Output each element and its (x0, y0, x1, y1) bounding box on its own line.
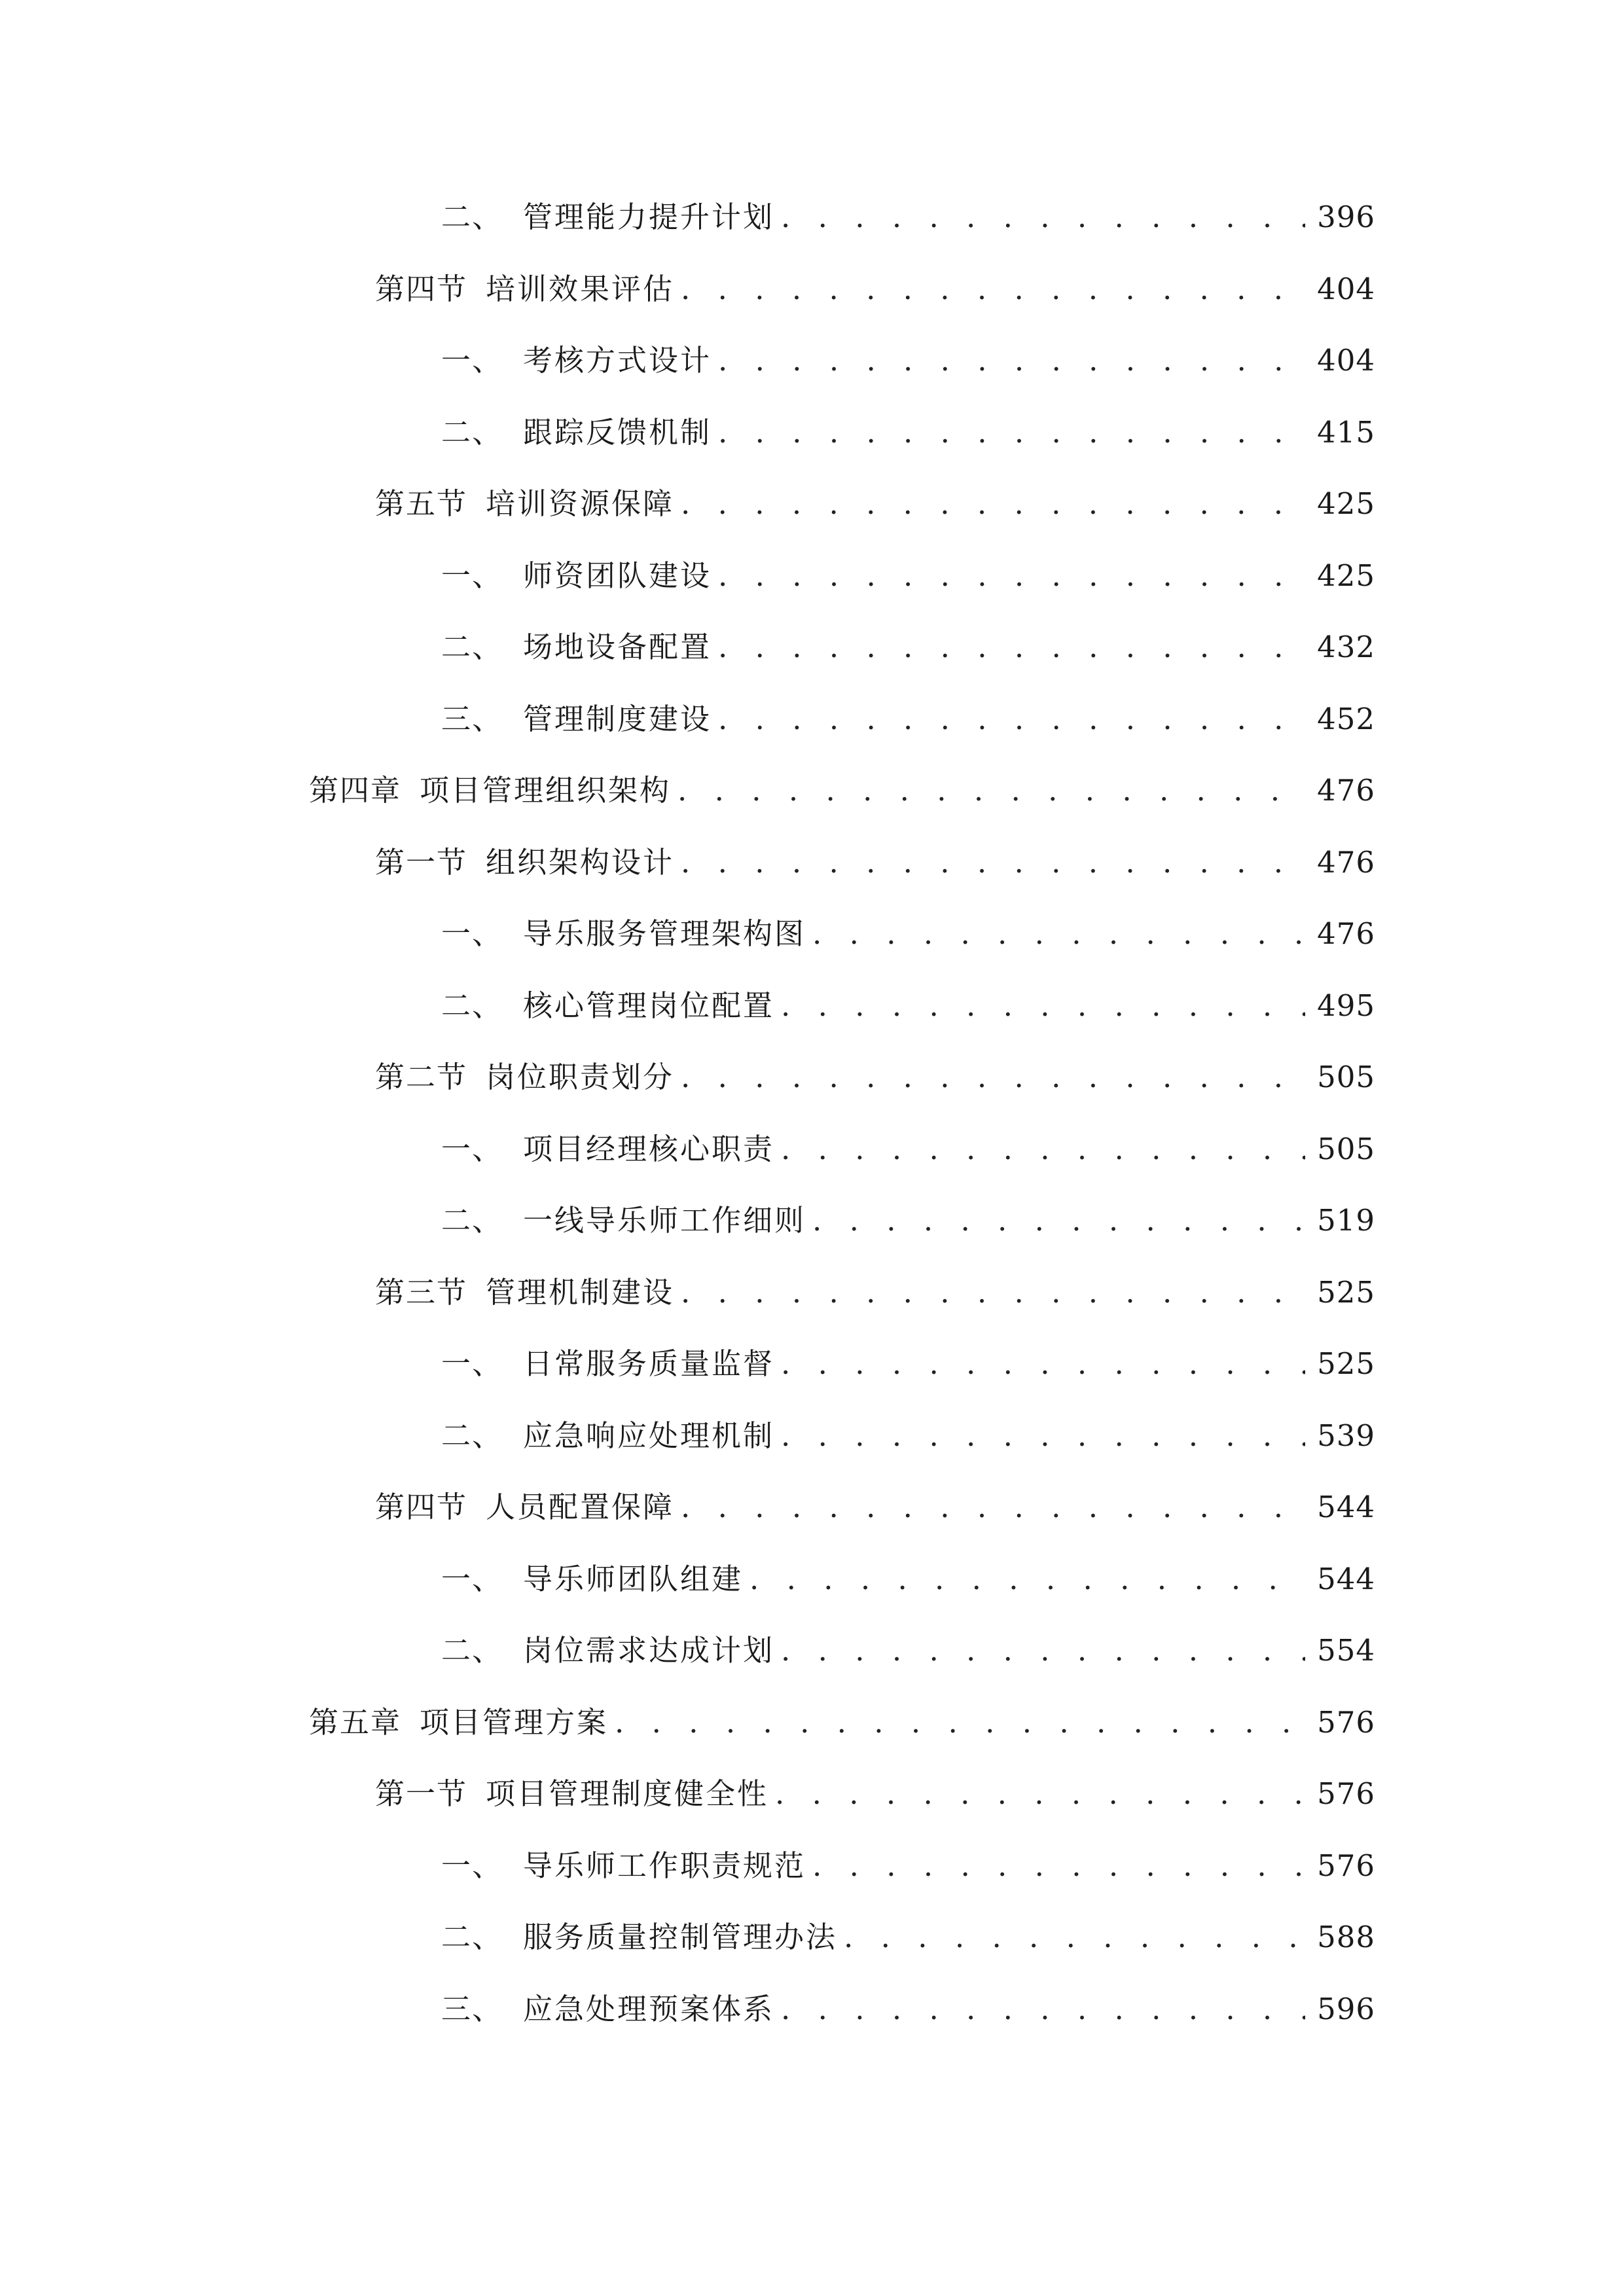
entry-page-number: 415 (1317, 415, 1375, 450)
toc-entry[interactable] (441, 410, 1375, 456)
entry-page-number: 544 (1317, 1562, 1375, 1596)
entry-title: 培训资源保障 (486, 486, 675, 521)
dot-leader (718, 410, 1305, 456)
toc-entry[interactable] (441, 1341, 1375, 1387)
entry-title: 项目管理制度健全性 (486, 1776, 769, 1811)
entry-number: 二、 (441, 1920, 503, 1954)
entry-number: 第四节 (375, 272, 468, 306)
entry-page-number: 425 (1317, 486, 1375, 521)
toc-entry[interactable] (441, 1556, 1375, 1602)
entry-title: 管理机制建设 (486, 1275, 675, 1310)
entry-page-number: 576 (1317, 1848, 1375, 1883)
entry-number: 第一节 (375, 1776, 468, 1811)
entry-page-number: 476 (1317, 773, 1375, 808)
entry-page-number: 495 (1317, 988, 1375, 1023)
toc-entry[interactable] (309, 768, 1375, 814)
toc-entry[interactable] (441, 911, 1375, 957)
entry-number: 第二节 (375, 1060, 468, 1094)
entry-number: 一、 (441, 1346, 503, 1381)
entry-title: 服务质量控制管理办法 (523, 1920, 838, 1954)
toc-entry[interactable] (441, 1198, 1375, 1244)
dot-leader (681, 1054, 1305, 1100)
dot-leader (781, 1986, 1305, 2032)
entry-number: 一、 (441, 343, 503, 378)
toc-entry[interactable] (441, 194, 1375, 240)
entry-page-number: 544 (1317, 1490, 1375, 1524)
toc-entry[interactable] (441, 1413, 1375, 1459)
entry-title: 项目管理方案 (420, 1705, 609, 1740)
toc-entry[interactable] (441, 553, 1375, 599)
entry-page-number: 452 (1317, 702, 1375, 736)
dot-leader (781, 1126, 1305, 1172)
dot-leader (781, 983, 1305, 1029)
entry-number: 二、 (441, 200, 503, 234)
entry-page-number: 554 (1317, 1633, 1375, 1668)
entry-number: 三、 (441, 702, 503, 736)
toc-entry[interactable] (441, 1628, 1375, 1674)
entry-title: 培训效果评估 (486, 272, 675, 306)
toc-entry[interactable] (441, 1986, 1375, 2032)
entry-title: 应急处理预案体系 (523, 1992, 775, 2026)
entry-page-number: 576 (1317, 1705, 1375, 1740)
toc-entry[interactable] (375, 481, 1375, 527)
entry-page-number: 576 (1317, 1776, 1375, 1811)
toc-entry[interactable] (375, 1771, 1375, 1817)
dot-leader (681, 266, 1305, 312)
toc-entry[interactable] (441, 1914, 1375, 1960)
dot-leader (781, 1628, 1305, 1674)
dot-leader (812, 911, 1305, 957)
toc-entry[interactable] (441, 1126, 1375, 1172)
toc-entry[interactable] (375, 840, 1375, 886)
dot-leader (681, 840, 1305, 886)
entry-number: 三、 (441, 1992, 503, 2026)
entry-page-number: 404 (1317, 272, 1375, 306)
dot-leader (718, 338, 1305, 384)
toc-entry[interactable] (375, 266, 1375, 312)
entry-number: 第一节 (375, 845, 468, 880)
entry-number: 第五节 (375, 486, 468, 521)
entry-page-number: 396 (1317, 200, 1375, 234)
dot-leader (781, 1413, 1305, 1459)
toc-entry[interactable] (309, 1700, 1375, 1746)
dot-leader (812, 1198, 1305, 1244)
entry-title: 师资团队建设 (523, 558, 712, 593)
entry-page-number: 525 (1317, 1275, 1375, 1310)
entry-title: 项目管理组织架构 (420, 773, 672, 808)
entry-number: 二、 (441, 415, 503, 450)
entry-number: 一、 (441, 916, 503, 951)
entry-number: 一、 (441, 1132, 503, 1166)
entry-title: 考核方式设计 (523, 343, 712, 378)
entry-title: 管理能力提升计划 (523, 200, 775, 234)
entry-title: 一线导乐师工作细则 (523, 1203, 806, 1238)
entry-title: 导乐师工作职责规范 (523, 1848, 806, 1883)
dot-leader (677, 768, 1305, 814)
dot-leader (781, 1341, 1305, 1387)
dot-leader (781, 194, 1305, 240)
dot-leader (681, 1270, 1305, 1316)
dot-leader (775, 1771, 1305, 1817)
entry-title: 场地设备配置 (523, 630, 712, 664)
entry-number: 二、 (441, 1633, 503, 1668)
entry-title: 日常服务质量监督 (523, 1346, 775, 1381)
entry-number: 一、 (441, 558, 503, 593)
entry-number: 二、 (441, 630, 503, 664)
entry-number: 一、 (441, 1562, 503, 1596)
entry-title: 导乐师团队组建 (523, 1562, 744, 1596)
entry-page-number: 476 (1317, 916, 1375, 951)
entry-title: 应急响应处理机制 (523, 1418, 775, 1453)
toc-entry[interactable] (441, 338, 1375, 384)
toc-entry[interactable] (441, 983, 1375, 1029)
toc-entry[interactable] (441, 1843, 1375, 1889)
dot-leader (812, 1843, 1305, 1889)
entry-page-number: 596 (1317, 1992, 1375, 2026)
toc-entry[interactable] (375, 1270, 1375, 1316)
entry-number: 第三节 (375, 1275, 468, 1310)
entry-page-number: 425 (1317, 558, 1375, 593)
entry-number: 一、 (441, 1848, 503, 1883)
entry-number: 第四章 (309, 773, 402, 808)
entry-page-number: 588 (1317, 1920, 1375, 1954)
entry-page-number: 505 (1317, 1060, 1375, 1094)
toc-entry[interactable] (441, 696, 1375, 742)
dot-leader (844, 1914, 1305, 1960)
dot-leader (718, 553, 1305, 599)
entry-page-number: 432 (1317, 630, 1375, 664)
entry-title: 人员配置保障 (486, 1490, 675, 1524)
entry-title: 项目经理核心职责 (523, 1132, 775, 1166)
entry-title: 组织架构设计 (486, 845, 675, 880)
entry-title: 跟踪反馈机制 (523, 415, 712, 450)
dot-leader (681, 1484, 1305, 1530)
entry-page-number: 539 (1317, 1418, 1375, 1453)
entry-title: 管理制度建设 (523, 702, 712, 736)
entry-number: 二、 (441, 1418, 503, 1453)
entry-number: 二、 (441, 988, 503, 1023)
dot-leader (749, 1556, 1305, 1602)
entry-number: 第四节 (375, 1490, 468, 1524)
entry-number: 二、 (441, 1203, 503, 1238)
entry-page-number: 505 (1317, 1132, 1375, 1166)
entry-title: 岗位职责划分 (486, 1060, 675, 1094)
toc-entry[interactable] (375, 1054, 1375, 1100)
toc-entry[interactable] (441, 624, 1375, 670)
entry-page-number: 525 (1317, 1346, 1375, 1381)
entry-page-number: 476 (1317, 845, 1375, 880)
dot-leader (718, 624, 1305, 670)
entry-page-number: 519 (1317, 1203, 1375, 1238)
entry-title: 岗位需求达成计划 (523, 1633, 775, 1668)
entry-title: 核心管理岗位配置 (523, 988, 775, 1023)
entry-title: 导乐服务管理架构图 (523, 916, 806, 951)
toc-entry[interactable] (375, 1484, 1375, 1530)
dot-leader (718, 696, 1305, 742)
entry-page-number: 404 (1317, 343, 1375, 378)
entry-number: 第五章 (309, 1705, 402, 1740)
dot-leader (615, 1700, 1305, 1746)
dot-leader (681, 481, 1305, 527)
